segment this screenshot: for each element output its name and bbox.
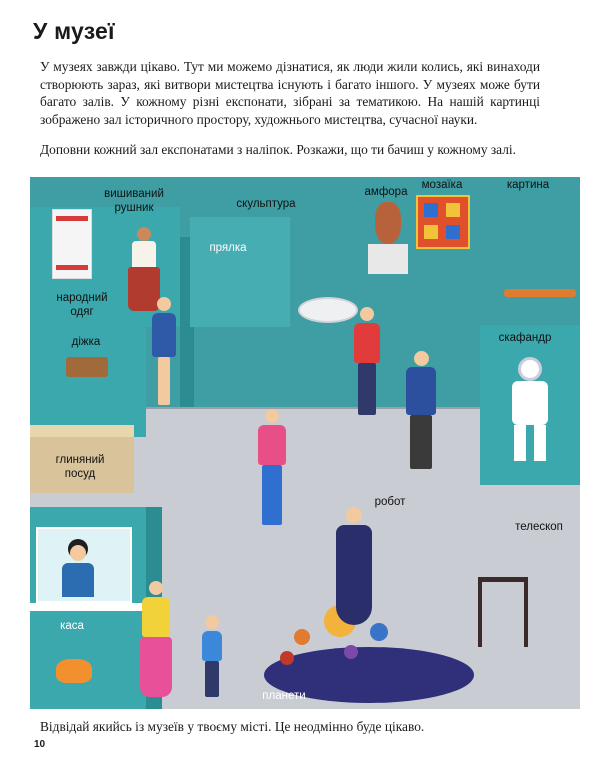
page-title: У музеї [33,18,115,44]
visitor-teacher [334,507,374,647]
label-spinning-wheel: прялка [209,242,247,254]
label-tub: діжка [71,336,101,348]
label-ticket-office: каса [60,620,84,632]
label-painting: картина [506,179,550,191]
label-telescope: телескоп [515,521,563,533]
label-sculpture: скульптура [236,198,296,210]
planet-red [280,651,294,665]
task-paragraph: Доповни кожний зал експонатами з наліпок. Розкажи, що ти бачиш у кожному залі. [40,142,516,157]
visitor-woman-blue-dress [150,297,178,407]
telescope-stand [478,577,528,647]
amphora-exhibit [375,202,401,244]
label-spacesuit: скафандр [498,332,552,344]
cat [56,659,92,683]
label-mosaic: мозаїка [421,179,463,191]
label-embroidered-towel: вишиваний рушник [104,188,164,214]
visitor-woman-yellow [136,581,176,705]
clay-pottery-box-top [30,425,134,437]
amphora-pedestal [368,244,408,274]
label-robot: робот [374,496,406,508]
spacesuit-exhibit [508,357,552,467]
visitor-man-suit [404,351,438,471]
visitor-boy-blue [200,615,224,699]
ticket-counter [30,603,146,611]
cashier [58,539,98,599]
planet-purple [344,645,358,659]
spinning-wheel-panel [190,217,290,327]
label-folk-costume: народний одяг [56,292,108,318]
visitor-boy-red-shirt [352,307,382,417]
museum-illustration [30,177,580,709]
bench [504,289,576,297]
page-number: 10 [34,739,46,750]
label-amphora: амфора [364,186,408,198]
planet-orange [294,629,310,645]
visitor-woman-pink [256,409,288,529]
tub-exhibit [66,357,108,377]
intro-paragraph: У музеях завжди цікаво. Тут ми можемо дізнатися, як люди жили колись, які винаходи створюють зараз, які витвори мистецтва існують і багато іншого. У музеях може бути багато залів. У кожному різні експонати, зібрані за тематикою. На нашій картинці зображено зал історичного простору, художнього мистецтва, сучасної науки. [40,59,540,127]
embroidered-towel-exhibit [52,209,92,279]
footer-text: Відвідай якийсь із музеїв у твоєму місті. Це неодмінно буде цікаво. [40,719,425,734]
mosaic-exhibit [416,195,470,249]
label-clay-pottery: глиняний посуд [55,454,105,480]
label-planets: планети [262,690,306,702]
round-pedestal [298,297,358,323]
